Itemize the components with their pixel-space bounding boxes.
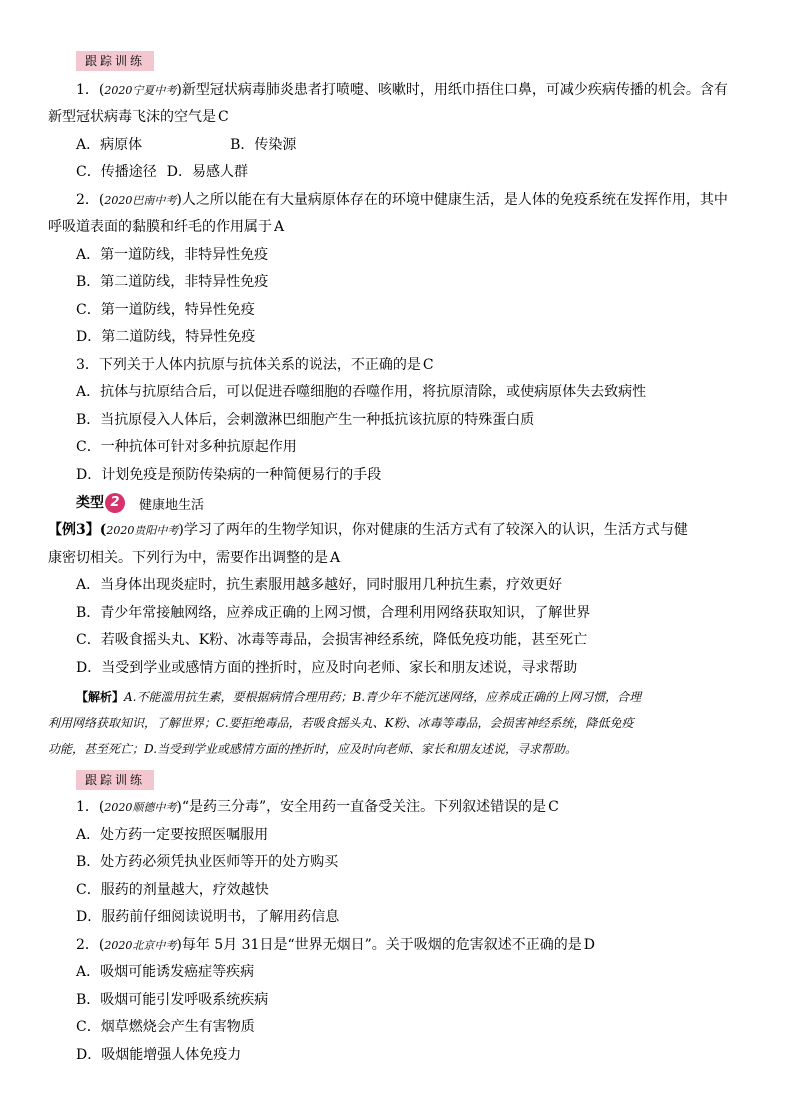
type-label: 类型 [76,495,104,511]
question-source: 2020顺德中考 [104,801,177,814]
type-title: 健康地生活 [139,497,205,513]
question-text: 3．下列关于人体内抗原与抗体关系的说法，不正确的是 [76,357,421,373]
option-d: D．第二道防线，特异性免疫 [76,329,256,345]
option-row [76,162,248,182]
option-a: A．吸烟可能诱发癌症等疾病 [76,964,255,980]
question-number: 2．( [76,192,105,208]
option-a: A．第一道防线，非特异性免疫 [76,247,269,263]
answer-letter: C [422,357,434,373]
question-number: 1．( [76,799,105,815]
option-b: B．当抗原侵入人体后，会刺激淋巴细胞产生一种抵抗该抗原的特殊蛋白质 [76,412,535,428]
question-source: 2020巴南中考 [104,194,177,207]
option-d: D．计划免疫是预防传染病的一种简便易行的手段 [76,467,382,483]
option-d: D．当受到学业或感情方面的挫折时，应及时向老师、家长和朋友述说，寻求帮助 [76,660,578,676]
question-1-line-2 [48,107,229,127]
question-2-line-1 [76,190,728,211]
analysis-line-2: 利用网络获取知识，了解世界；C.要拒绝毒品，若吸食摇头丸、K粉、冰毒等毒品，会损害神经系统，降低免疫 [48,716,634,730]
question-1-line-1 [76,80,728,101]
option-d: D．易感人群 [166,164,248,180]
answer-letter: A [330,550,341,566]
question-text: 新型冠状病毒飞沫的空气是 [48,109,216,125]
option-c: C．传播途径 [76,164,157,180]
answer-letter: D [583,937,596,953]
option-b: B．吸烟可能引发呼吸系统疾病 [76,992,269,1008]
question-text: )人之所以能在有大量病原体存在的环境中健康生活，是人体的免疫系统在发挥作用，其中 [176,192,728,208]
question-source: 2020北京中考 [104,939,177,952]
option-d: D．服药前仔细阅读说明书，了解用药信息 [76,909,340,925]
analysis-label: 【解析】 [76,690,125,704]
option-a: A．当身体出现炎症时，抗生素服用越多越好，同时服用几种抗生素，疗效更好 [76,577,563,593]
option-c: C．第一道防线，特异性免疫 [76,302,255,318]
question-1-line-1 [76,797,559,818]
option-d: D．吸烟能增强人体免疫力 [76,1047,242,1063]
type-number-badge: 2 [105,493,125,513]
option-b: B．处方药必须凭执业医师等开的处方购买 [76,854,339,870]
option-a: A．抗体与抗原结合后，可以促进吞噬细胞的吞噬作用，将抗原清除，或使病原体失去致病性 [76,384,647,400]
analysis-line-1 [76,684,776,710]
question-text: )新型冠状病毒肺炎患者打喷嚏、咳嗽时，用纸巾捂住口鼻，可减少疾病传播的机会。含有 [176,82,728,98]
example-source: 2020贵阳中考 [106,524,179,537]
section-tag-tracking-practice: 跟踪训练 [76,51,154,71]
type-heading [76,492,204,514]
example-3-line-1 [48,520,688,541]
question-number: 1．( [76,82,105,98]
question-2-line-1 [76,935,595,956]
question-3-line-1 [76,355,434,375]
option-c: C．烟草燃烧会产生有害物质 [76,1019,255,1035]
answer-letter: C [548,799,559,815]
option-c: C．若吸食摇头丸、K粉、冰毒等毒品，会损害神经系统，降低免疫功能，甚至死亡 [76,632,588,648]
example-text: 康密切相关。下列行为中，需要作出调整的是 [48,550,328,566]
option-a: A．处方药一定要按照医嘱服用 [76,827,269,843]
analysis-text: A.不能滥用抗生素，要根据病情合理用药；B.青少年不能沉迷网络，应养成正确的上网习惯，合理 [124,690,642,704]
section-tag-tracking-practice: 跟踪训练 [76,770,154,790]
analysis-line-3: 功能，甚至死亡；D.当受到学业或感情方面的挫折时，应及时向老师、家长和朋友述说，寻求帮助。 [48,742,578,756]
question-source: 2020宁夏中考 [104,84,177,97]
option-c: C．一种抗体可针对多种抗原起作用 [76,439,297,455]
example-label: 【例3】( [48,522,107,538]
question-number: 2．( [76,937,105,953]
example-text: )学习了两年的生物学知识，你对健康的生活方式有了较深入的认识，生活方式与健 [178,522,688,538]
example-3-line-2 [48,548,340,568]
option-c: C．服药的剂量越大，疗效越快 [76,882,269,898]
option-b: B．第二道防线，非特异性免疫 [76,274,269,290]
question-text: )“是药三分毒”，安全用药一直备受关注。下列叙述错误的是 [176,799,547,815]
option-a: A．病原体 [76,137,143,153]
option-b: B．传染源 [230,137,297,153]
question-text: 呼吸道表面的黏膜和纤毛的作用属于 [48,219,272,235]
answer-letter: C [218,109,229,125]
answer-letter: A [274,219,285,235]
option-row [76,135,296,155]
option-b: B．青少年常接触网络，应养成正确的上网习惯，合理利用网络获取知识，了解世界 [76,605,591,621]
question-text: )每年 5月 31日是“世界无烟日”。关于吸烟的危害叙述不正确的是 [176,937,582,953]
question-2-line-2 [48,217,284,237]
